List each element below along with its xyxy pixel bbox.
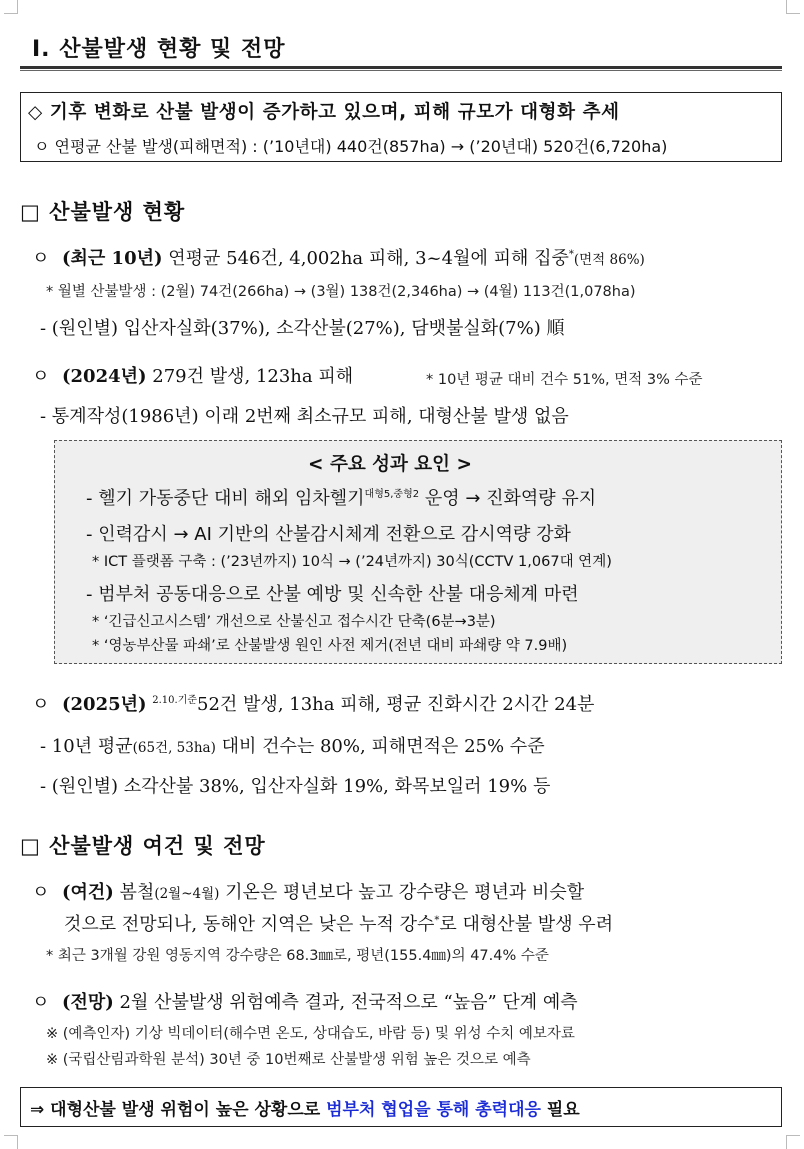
cond-line2 (64, 910, 613, 936)
bullet-marker: ㅇ (32, 992, 50, 1013)
factor-item-joint: - 범부처 공동대응으로 산불 예방 및 신속한 산불 대응체계 마련 (86, 584, 579, 605)
factor-text: 운영 → 진화역량 유지 (419, 488, 597, 509)
cond-line1 (32, 878, 584, 904)
cond-note: * 최근 3개월 강원 영동지역 강수량은 68.3㎜로, 평년(155.4㎜)의 47.4% 수준 (46, 948, 549, 964)
bullet-marker: ㅇ (32, 882, 50, 903)
conclusion-text (30, 1095, 580, 1120)
page-corner-mark (4, 0, 18, 14)
outlook-note1: ※ (예측인자) 기상 빅데이터(해수면 온도, 상대습도, 바람 등) 및 위성 수치 예보자료 (46, 1026, 575, 1042)
arrow-icon: ⇒ (30, 1100, 45, 1120)
factor-item-ai-note: * ICT 플랫폼 구축 : (’23년까지) 10식 → (’24년까지) 30식(CCTV 1,067대 연계) (92, 554, 612, 570)
conclusion-part: 대형산불 발생 위험이 높은 상황으로 (44, 1100, 327, 1120)
y2025-label: (2025년) (62, 694, 147, 715)
y2024-label: (2024년) (62, 366, 147, 387)
y2025-line (32, 690, 594, 716)
recent10-note: * 월별 산불발생 : (2월) 74건(266ha) → (3월) 138건(2,346ha) → (4월) 113건(1,078ha) (46, 284, 636, 300)
y2025-sup: 2.10.기준 (152, 695, 198, 706)
cond-text: 기온은 평년보다 높고 강수량은 평년과 비슷할 (219, 882, 585, 903)
outlook-note2: ※ (국립산림과학원 분석) 30년 중 10번째로 산불발생 위험 높은 것으로 예측 (46, 1052, 531, 1068)
summary-bullet: ㅇ 연평균 산불 발생(피해면적) : (’10년대) 440건(857ha) → (’20년대) 520건(6,720ha) (34, 137, 668, 156)
recent10-text: 연평균 546건, 4,002ha 피해, 3~4월에 피해 집중 (162, 248, 569, 269)
page-corner-mark (786, 1135, 800, 1149)
page-corner-mark (4, 1135, 18, 1149)
recent10-cause: - (원인별) 입산자실화(37%), 소각산불(27%), 담뱃불실화(7%) 順 (40, 318, 565, 339)
bullet-marker: ㅇ (32, 248, 50, 269)
y2025-text: 52건 발생, 13ha 피해, 평균 진화시간 2시간 24분 (197, 694, 595, 715)
y2024-sub: - 통계작성(1986년) 이래 2번째 최소규모 피해, 대형산불 발생 없음 (40, 406, 569, 427)
y2024-text: 279건 발생, 123ha 피해 (146, 366, 354, 387)
key-factors-title: < 주요 성과 요인 > (308, 454, 472, 475)
factor-sup: 대형5,중형2 (364, 489, 420, 500)
bullet-marker: ㅇ (32, 366, 50, 387)
section-heading-outlook: □ 산불발생 여건 및 전망 (20, 834, 266, 858)
y2024-line (32, 362, 353, 388)
title-rule-thin (20, 70, 782, 71)
cond-small: (2월~4월) (154, 886, 220, 902)
conclusion-part: 필요 (540, 1100, 580, 1120)
recent10-tail: (면적 86%) (573, 252, 645, 268)
cond-text: 봄철 (113, 882, 155, 903)
factor-item-helicopter (86, 484, 596, 510)
cond-text: 것으로 전망되나, 동해안 지역은 낮은 누적 강수 (64, 914, 435, 935)
factor-text: - 헬기 가동중단 대비 해외 임차헬기 (86, 488, 365, 509)
title-rule (20, 66, 782, 69)
summary-headline: ◇ 기후 변화로 산불 발생이 증가하고 있으며, 피해 규모가 대형화 추세 (28, 102, 620, 123)
outlook-line (32, 988, 578, 1014)
cond-sup: * (434, 915, 440, 926)
factor-item-ai: - 인력감시 → AI 기반의 산불감시체계 전환으로 감시역량 강화 (86, 524, 571, 545)
page-title: Ⅰ. 산불발생 현황 및 전망 (32, 37, 286, 62)
conclusion-highlight: 범부처 협업을 통해 총력대응 (326, 1100, 541, 1120)
cond-label: (여건) (62, 882, 114, 903)
recent10-line (32, 244, 645, 270)
factor-item-joint-note1: * ‘긴급신고시스템’ 개선으로 산불신고 접수시간 단축(6분→3분) (92, 614, 496, 630)
y2025-sub1-text: 대비 건수는 80%, 피해면적은 25% 수준 (215, 736, 545, 757)
outlook-text: 2월 산불발생 위험예측 결과, 전국적으로 “높음” 단계 예측 (113, 992, 578, 1013)
y2024-note: * 10년 평균 대비 건수 51%, 면적 3% 수준 (426, 372, 703, 388)
y2025-sub1-text: - 10년 평균 (40, 736, 133, 757)
recent10-label: (최근 10년) (62, 248, 163, 269)
recent10-sup: * (568, 249, 574, 260)
factor-item-joint-note2: * ‘영농부산물 파쇄’로 산불발생 원인 사전 제거(전년 대비 파쇄량 약 7.9배) (92, 638, 568, 654)
section-heading-status: □ 산불발생 현황 (20, 200, 186, 224)
cond-text: 로 대형산불 발생 우려 (439, 914, 614, 935)
y2025-sub1-small: (65건, 53ha) (132, 740, 216, 756)
bullet-marker: ㅇ (32, 694, 50, 715)
y2025-sub2: - (원인별) 소각산불 38%, 입산자실화 19%, 화목보일러 19% 등 (40, 776, 551, 797)
page-corner-mark (786, 0, 800, 14)
outlook-label: (전망) (62, 992, 114, 1013)
y2025-sub1 (40, 732, 545, 758)
